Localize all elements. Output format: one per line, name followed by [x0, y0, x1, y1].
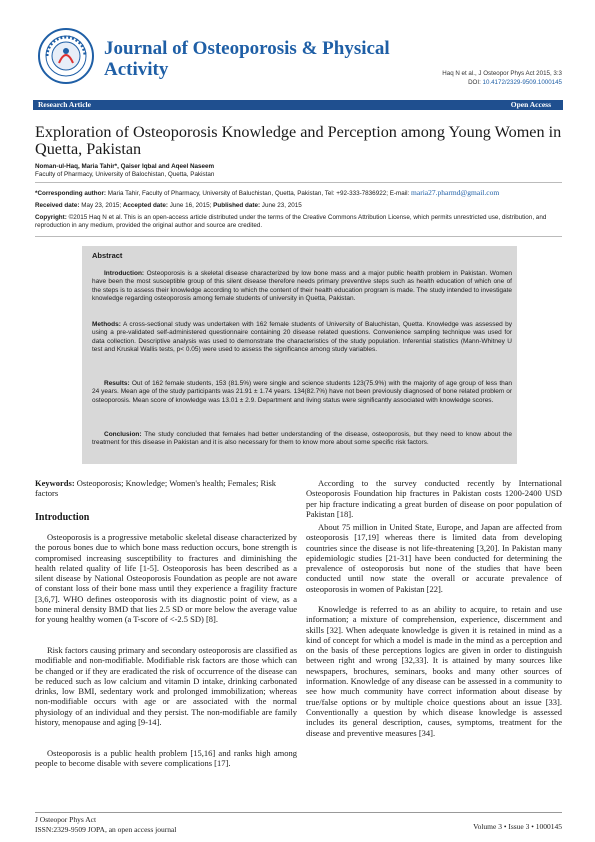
methods-text: A cross-sectional study was undertaken with 162 female students of University of Baluchistan, Quetta. Knowledge was assessed by using a pre-validated self-administered questionnaire containing 20 disease related questions. Convenience sampling technique was used for data collection. Descriptive analysis was used to demonstrate the characteristics of the study population. Inferential statistics (Mann-Whitney U test and Kruskal Wallis tests, p< 0.05) were used to assess the significance among study variables. [92, 321, 512, 354]
methods-label: Methods: [92, 321, 121, 328]
body-paragraph: About 75 million in United State, Europe, and Japan are affected from osteoporosis [17,19] whereas there is limited data from developing countries since the disease is not life-threatening [3,20]. In Pakistan many epidemiologic studies [21-31] have been conducted for determining the prevalence of osteoporosis but none of the studies that have been conducted until now state the overall or accurate prevalence of osteoporosis in women of Pakistan [22]. [306, 522, 562, 594]
abstract-methods [92, 321, 512, 355]
abstract-intro [92, 270, 512, 304]
copyright-label: Copyright: [35, 214, 69, 221]
corresponding-text: Maria Tahir, Faculty of Pharmacy, University of Baluchistan, Quetta, Pakistan, Tel: +92-333-7836922; E-mail: [106, 190, 412, 197]
doi-line [442, 79, 562, 88]
accepted-label: Accepted date: [122, 202, 168, 209]
keywords-label: Keywords: [35, 478, 75, 488]
article-title: Exploration of Osteoporosis Knowledge and Perception among Young Women in Quetta, Pakistan [35, 123, 562, 158]
received-date: May 23, 2015; [79, 202, 123, 209]
body-paragraph: Risk factors causing primary and secondary osteoporosis are classified as modifiable and non-modifiable. Modifiable risk factors are those which can be changed or if they are eradicated the risk of occurrence of the disease can be reduced such as low calcium and vitamin D intake, drinking carbonated drinks, low BMI, sedentary work and prolonged immobilization; whereas non-modifiable occurs with age or are associated with the normal physiology of an individual and they persist. The non-modifiable are family history, menopause and aging [9-14]. [35, 645, 297, 728]
article-type-label: Research Article [38, 100, 91, 109]
conclusion-text: The study concluded that females had better understanding of the disease, osteoporosis, but they need to know about the treatment for this disease in Pakistan and it is also necessary for them to know more about some specific risk factors. [92, 431, 512, 447]
received-label: Received date: [35, 202, 80, 209]
authors: Noman-ul-Haq, Maria Tahir*, Qaiser Iqbal and Aqeel Naseem [35, 163, 215, 170]
copyright [35, 214, 562, 230]
keywords-text: Osteoporosis; Knowledge; Women's health; Females; Risk factors [35, 478, 277, 498]
keywords [35, 478, 297, 498]
copyright-text: ©2015 Haq N et al. This is an open-access article distributed under the terms of the Creative Commons Attribution License, which permits unrestricted use, distribution, and reproduction in any medium, provided the original author and source are credited. [35, 214, 547, 229]
results-label: Results: [104, 380, 130, 387]
abstract-conclusion [92, 431, 512, 448]
results-text: Out of 162 female students, 153 (81.5%) were single and science students 123(75.9%) with the majority of age group of less than 24 years. Mean age of the study participants was 21.91 ± 1.74 years. 134(82.7%) have not been previously diagnosed of bone related problem or osteoporosis. Mean score of knowledge was 13.01 ± 2.9. Department and living status were significantly associated with knowledge scores. [92, 380, 512, 404]
divider [35, 236, 562, 237]
footer-left [35, 815, 176, 835]
intro-text: Osteoporosis is a skeletal disease characterized by low bone mass and a major public health problem in Pakistan. Women have been the most susceptible group of this silent disease therefore needs primary preventive steps such as health education of which one of the steps is to assess their knowledge according to which the content of their health education program is made. The study intended to investigate knowledge regarding osteoporosis among female students of university in Quetta, Pakistan. [92, 270, 512, 303]
doi-link[interactable]: 10.4172/2329-9509.1000145 [482, 78, 562, 86]
footer-volume: Volume 3 • Issue 3 • 1000145 [473, 822, 562, 831]
accepted-date: June 16, 2015; [168, 202, 214, 209]
citation-line: Haq N et al., J Osteopor Phys Act 2015, 3:3 [442, 70, 562, 77]
body-paragraph: Knowledge is referred to as an ability to acquire, to retain and use information; a mixture of comprehension, experience, discernment and skills [32]. When adequate knowledge is given it is retained in mind as a kind of concept for which a model is made in the mind as a perception and on the basis of these perceptions logics are given in order to distinguish between right and wrong [32,33]. It is attained by many sources like newspapers, brochures, seminars, books and many other sources of information. Knowledge of any disease can be assessed in a community to see how much community have correct information about disease by true/false options or by multiple choice questions about an issue [33]. Conventionally a question by which disease knowledge is assessed includes its general description, causes, symptoms, treatment for the disease and preventive measures [34]. [306, 604, 562, 738]
citation-block [442, 70, 562, 87]
article-type-bar [33, 100, 563, 110]
footer-issn: ISSN:2329-9509 JOPA, an open access journal [35, 825, 177, 834]
body-paragraph: Osteoporosis is a progressive metabolic skeletal disease characterized by the porous bones due to which bone mass reduction occurs, bone strength is compromised increasing susceptibility to fractures and diminishing the health related quality of life [1-5]. Osteoporosis has been described as a silent disease by National Osteoporosis Foundation as people are not aware of constant loss of their bone mass until they experience a fragility fracture [3,6,7]. WHO defines osteoporosis with its diagnostic point of view, as a bone mineral density BMD that lies 2.5 SD or more below the average value for young healthy women (a T-score of <-2.5 SD) [8]. [35, 532, 297, 625]
corresponding-label: *Corresponding author: [35, 190, 107, 197]
intro-label: Introduction: [104, 270, 145, 277]
email-link[interactable]: maria27.pharmd@gmail.com [411, 188, 500, 197]
dates-line [35, 202, 302, 209]
open-access-label: Open Access [510, 100, 551, 109]
journal-logo [37, 27, 95, 85]
body-paragraph: Osteoporosis is a public health problem [15,16] and ranks high among people to become disable with severe complications [17]. [35, 748, 297, 769]
conclusion-label: Conclusion: [104, 431, 142, 438]
divider [35, 182, 562, 183]
doi-label: DOI: [468, 78, 483, 86]
corresponding-author [35, 189, 565, 198]
published-label: Published date: [213, 202, 261, 209]
body-paragraph: According to the survey conducted recently by International Osteoporosis Foundation hip fractures in Pakistan costs 1200-2400 USD per hip fracture indicating a great burden of disease on poor population of Pakistan [18]. [306, 478, 562, 519]
section-heading-introduction: Introduction [35, 512, 90, 523]
abstract-box [82, 246, 517, 464]
journal-title: Journal of Osteoporosis & Physical Activity [104, 38, 390, 80]
affiliation: Faculty of Pharmacy, University of Balochistan, Quetta, Pakistan [35, 171, 215, 178]
footer-rule [35, 812, 562, 813]
footer-journal: J Osteopor Phys Act [35, 815, 97, 824]
published-date: June 23, 2015 [260, 202, 302, 209]
abstract-results [92, 380, 512, 405]
abstract-heading: Abstract [92, 251, 123, 260]
